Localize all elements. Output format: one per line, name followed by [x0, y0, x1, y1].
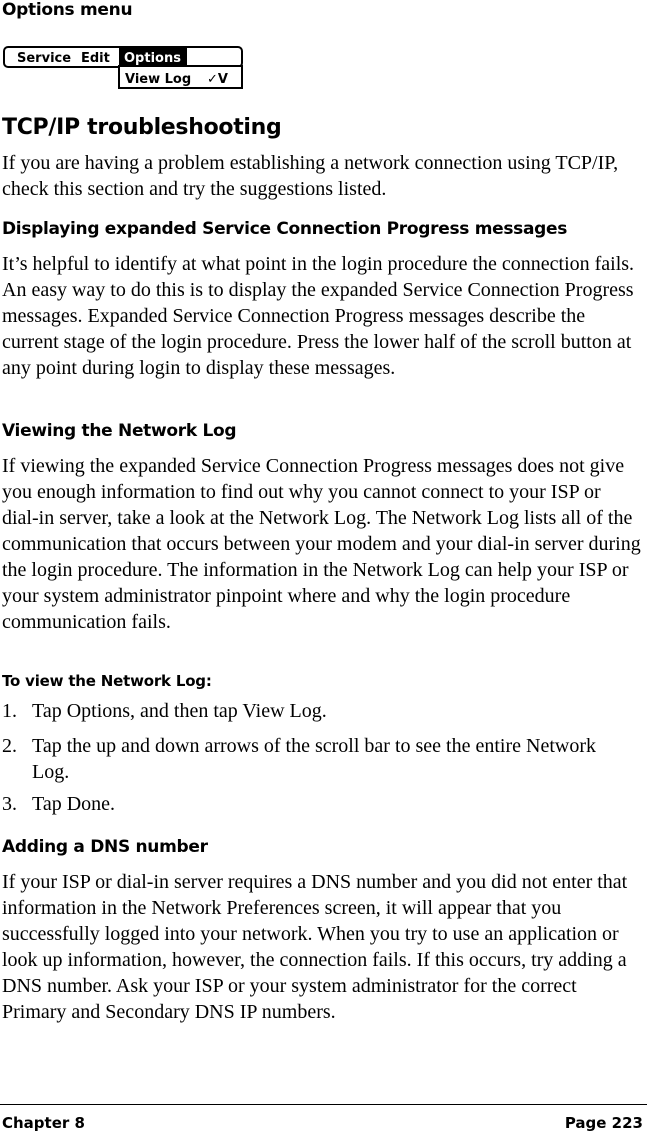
options-menu-heading: Options menu	[2, 0, 133, 20]
expanded-messages-heading: Displaying expanded Service Connection Progress messages	[2, 219, 568, 239]
dns-heading: Adding a DNS number	[2, 837, 208, 857]
menu-item-options[interactable]: Options	[124, 51, 181, 66]
network-log-body: If viewing the expanded Service Connection Progress messages does not give you enough information to find out why you cannot connect to your ISP or dial-in server, take a look at the Network Log. The Network Log lists all of the communication that occurs between your modem and your dial-in server during the login procedure. The information in the Network Log can help your ISP or your system administrator pinpoint where and why the login procedure communication fails.	[2, 455, 641, 633]
menu-shortcut-label: ✓V	[207, 72, 228, 87]
palm-options-menu-screenshot	[3, 45, 243, 89]
dns-body: If your ISP or dial-in server requires a DNS number and you did not enter that information in the Network Preferences screen, it will appear that you successfully logged into your network. When you try to use an application or look up information, however, the connection fails. If this occurs, try adding a DNS number. Ask your ISP or your system administrator for the correct Primary and Secondary DNS IP numbers.	[2, 871, 628, 1023]
procedure-heading: To view the Network Log:	[2, 672, 212, 690]
menu-item-edit[interactable]: Edit	[81, 51, 110, 66]
expanded-messages-body: It’s helpful to identify at what point in the login procedure the connection fails. An easy way to do this is to display the expanded Service Connection Progress messages. Expanded Service Connection Progress messages describe the current stage of the login procedure. Press the lower half of the scroll button at any point during login to display these messages.	[2, 253, 635, 379]
tcpip-heading: TCP/IP troubleshooting	[2, 115, 282, 140]
procedure-steps	[2, 698, 642, 818]
menu-item-view-log[interactable]: View Log	[125, 72, 192, 87]
menu-item-service[interactable]: Service	[17, 51, 72, 66]
tcpip-intro: If you are having a problem establishing a network connection using TCP/IP, check this section and try the suggestions listed.	[2, 152, 619, 200]
step-number: 3.	[2, 793, 17, 815]
step-number: 1.	[2, 700, 17, 722]
step-text: Tap Options, and then tap View Log.	[32, 700, 327, 722]
footer-page-number: Page 223	[564, 1114, 643, 1132]
network-log-heading: Viewing the Network Log	[2, 421, 237, 441]
step-text: Tap the up and down arrows of the scroll bar to see the entire Network Log.	[32, 735, 596, 783]
footer-chapter: Chapter 8	[2, 1114, 85, 1132]
step-number: 2.	[2, 735, 17, 757]
step-text: Tap Done.	[32, 793, 116, 815]
footer-divider	[0, 1104, 647, 1105]
